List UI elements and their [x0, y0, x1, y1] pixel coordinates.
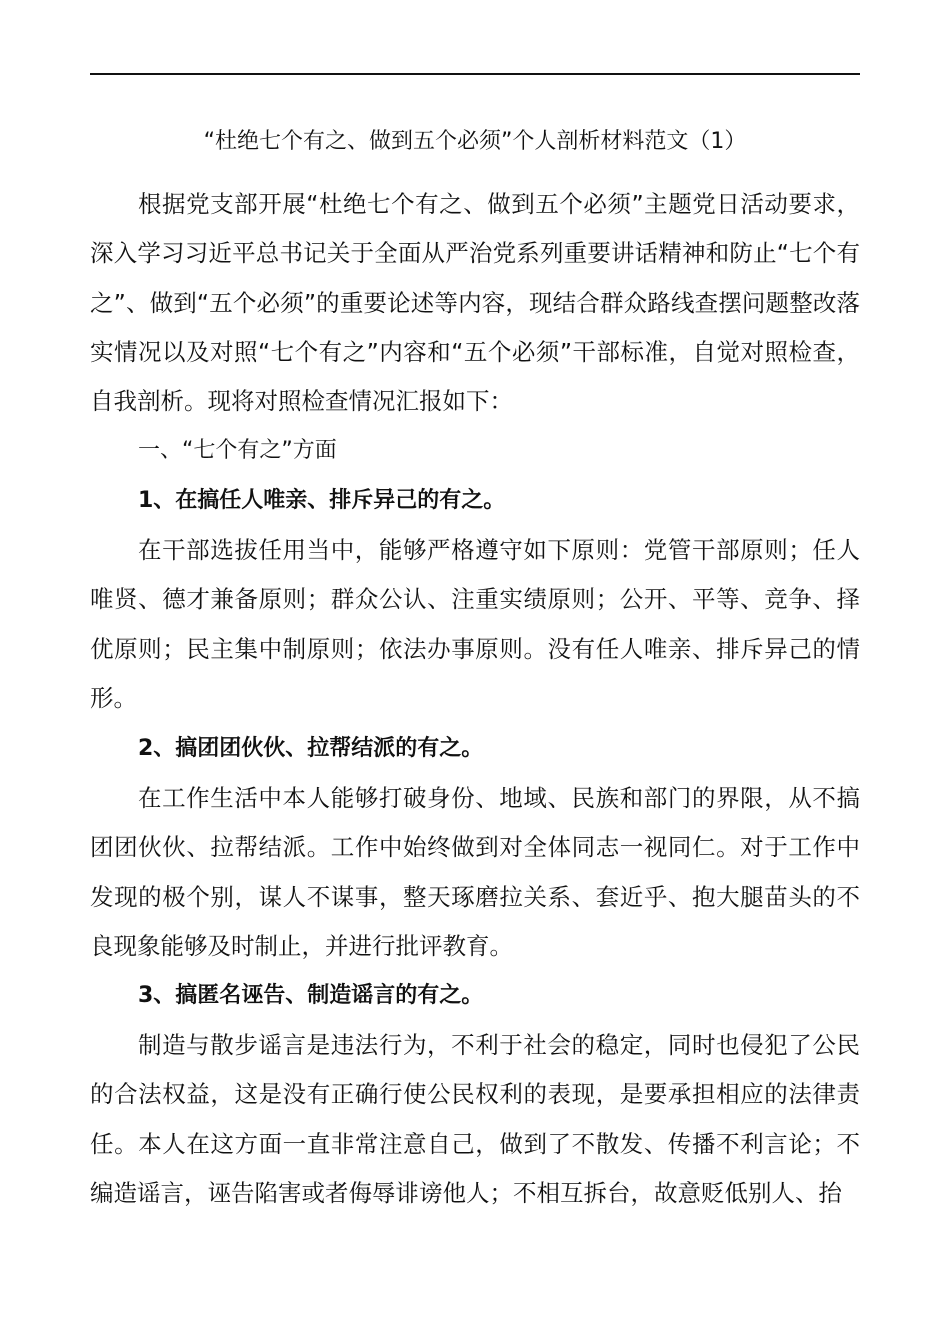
item-2-body: 在工作生活中本人能够打破身份、地域、民族和部门的界限，从不搞团团伙伙、拉帮结派。工作中始终做到对全体同志一视同仁。对于工作中发现的极个别，谋人不谋事，整天琢磨拉关系、套近乎、抱大腿苗头的不良现象能够及时制止，并进行批评教育。: [90, 784, 860, 960]
item-3-heading: 3、搞匿名诬告、制造谣言的有之。: [138, 983, 484, 1008]
item-3-body: 制造与散步谣言是违法行为，不利于社会的稳定，同时也侵犯了公民的合法权益，这是没有正确行使公民权利的表现，是要承担相应的法律责任。本人在这方面一直非常注意自己，做到了不散发、传播不利言论；不编造谣言，诬告陷害或者侮辱诽谤他人；不相互拆台，故意贬低别人、抬: [90, 1031, 860, 1207]
item-2-heading: 2、搞团团伙伙、拉帮结派的有之。: [138, 736, 484, 761]
section-1-title: 一、“七个有之”方面: [138, 438, 337, 463]
header-rule: [90, 73, 860, 75]
item-1-heading: 1、在搞任人唯亲、排斥异己的有之。: [138, 488, 506, 513]
intro-paragraph: 根据党支部开展“杜绝七个有之、做到五个必须”主题党日活动要求，深入学习习近平总书记关于全面从严治党系列重要讲话精神和防止“七个有之”、做到“五个必须”的重要论述等内容，现结合群众路线查摆问题整改落实情况以及对照“七个有之”内容和“五个必须”干部标准，自觉对照检查，自我剖析。现将对照检查情况汇报如下：: [90, 190, 860, 416]
document-title: “杜绝七个有之、做到五个必须”个人剖析材料范文（1）: [203, 129, 747, 154]
item-1-body: 在干部选拔任用当中，能够严格遵守如下原则：党管干部原则；任人唯贤、德才兼备原则；群众公认、注重实绩原则；公开、平等、竞争、择优原则；民主集中制原则；依法办事原则。没有任人唯亲、排斥异己的情形。: [90, 536, 860, 712]
